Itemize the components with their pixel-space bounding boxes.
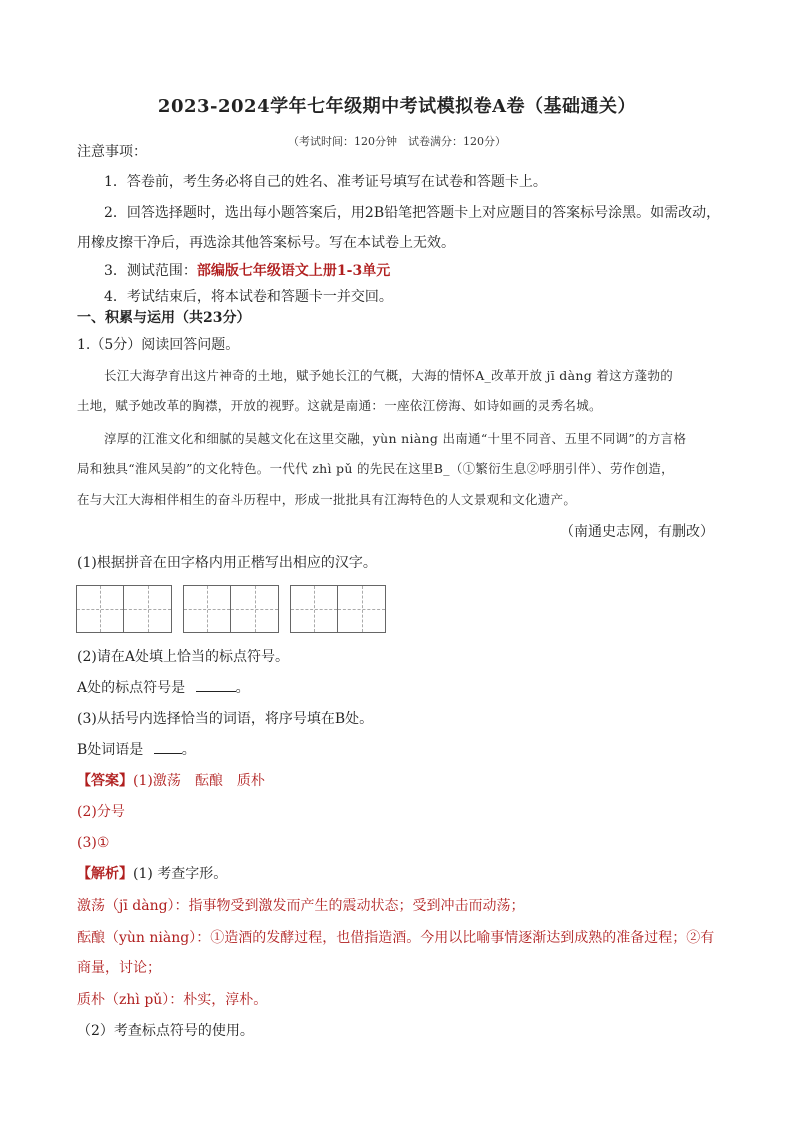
analysis-word-1: 激荡（jī dàng）：指事物受到激发而产生的震动状态；受到冲击而动荡； xyxy=(77,898,525,914)
tianzige-cell[interactable] xyxy=(183,585,231,633)
note-1: 1．答卷前，考生务必将自己的姓名、准考证号填写在试卷和答题卡上。 xyxy=(104,174,547,190)
passage-source: （南通史志网，有删改） xyxy=(560,524,714,540)
analysis-word-2-line1: 酝酿（yùn niàng）：①造酒的发酵过程，也借指造酒。今用以比喻事情逐渐达到成熟的准备过程；②有 xyxy=(77,930,715,946)
answer-line-1 xyxy=(77,771,265,791)
note-4: 4．考试结束后，将本试卷和答题卡一并交回。 xyxy=(104,289,393,305)
answer-3: (3)① xyxy=(77,835,110,851)
period: 。 xyxy=(181,742,196,758)
answer-1: (1)激荡 酝酿 质朴 xyxy=(133,773,265,789)
analysis-label: 【解析】 xyxy=(77,866,133,882)
test-range: 部编版七年级语文上册1-3单元 xyxy=(196,263,391,279)
tianzige-group-2[interactable] xyxy=(183,585,279,634)
answer-blank-b[interactable] xyxy=(154,753,182,754)
passage-p1-line1: 长江大海孕育出这片神奇的土地，赋予她长江的气概，大海的情怀A_改革开放 jī dàng 着这方蓬勃的 xyxy=(104,368,674,383)
exam-info: （考试时间：120分钟 试卷满分：120分） xyxy=(288,135,506,148)
tianzige-cell[interactable] xyxy=(231,585,279,633)
period: 。 xyxy=(235,680,250,696)
tianzige-cell[interactable] xyxy=(290,585,338,633)
analysis-part-2: （2）考查标点符号的使用。 xyxy=(77,1023,254,1039)
sub-question-3: (3)从括号内选择恰当的词语，将序号填在B处。 xyxy=(77,711,374,727)
sub-question-3-answer-line xyxy=(77,740,196,760)
section-heading: 一、积累与运用（共23分） xyxy=(77,310,251,326)
sub-question-2-answer-line xyxy=(77,678,250,698)
notes-heading: 注意事项： xyxy=(77,144,147,160)
passage-p2-line2: 局和独具“淮风吴韵”的文化特色。一代代 zhì pǔ 的先民在这里B_（①繁衍生息②呼朋引伴）、劳作创造， xyxy=(77,461,674,476)
answer-2: (2)分号 xyxy=(77,804,125,820)
note-2-line2: 用橡皮擦干净后，再选涂其他答案标号。写在本试卷上无效。 xyxy=(77,235,455,251)
tianzige-cell[interactable] xyxy=(338,585,386,633)
analysis-intro: (1) 考查字形。 xyxy=(133,866,228,882)
page-title: 2023-2024学年七年级期中考试模拟卷A卷（基础通关） xyxy=(157,96,637,117)
analysis-line-1 xyxy=(77,864,227,884)
tianzige-group-3[interactable] xyxy=(290,585,386,634)
answer-blank-a[interactable] xyxy=(196,691,236,692)
note-3-prefix: 3．测试范围： xyxy=(104,263,197,279)
question-stem: 1.（5分）阅读回答问题。 xyxy=(77,337,240,353)
tianzige-group-1[interactable] xyxy=(76,585,172,634)
note-3 xyxy=(104,261,390,281)
tianzige-cell[interactable] xyxy=(124,585,172,633)
note-2-line1: 2．回答选择题时，选出每小题答案后，用2B铅笔把答题卡上对应题目的答案标号涂黑。如需改动， xyxy=(104,205,721,221)
tianzige-cell[interactable] xyxy=(76,585,124,633)
sub-question-1: (1)根据拼音在田字格内用正楷写出相应的汉字。 xyxy=(77,555,377,571)
passage-p2-line1: 淳厚的江淮文化和细腻的吴越文化在这里交融，yùn niàng 出南通“十里不同音、五里不同调”的方言格 xyxy=(104,431,687,446)
analysis-word-3: 质朴（zhì pǔ）：朴实，淳朴。 xyxy=(77,992,268,1008)
analysis-word-2-line2: 商量，讨论； xyxy=(77,960,161,976)
sub-question-3-prompt: B处词语是 xyxy=(77,742,144,758)
sub-question-2-prompt: A处的标点符号是 xyxy=(77,680,186,696)
sub-question-2: (2)请在A处填上恰当的标点符号。 xyxy=(77,649,289,665)
answer-label: 【答案】 xyxy=(77,773,133,789)
passage-p1-line2: 土地，赋予她改革的胸襟，开放的视野。这就是南通：一座依江傍海、如诗如画的灵秀名城。 xyxy=(77,398,602,413)
passage-p2-line3: 在与大江大海相伴相生的奋斗历程中，形成一批批具有江海特色的人文景观和文化遗产。 xyxy=(77,492,577,507)
